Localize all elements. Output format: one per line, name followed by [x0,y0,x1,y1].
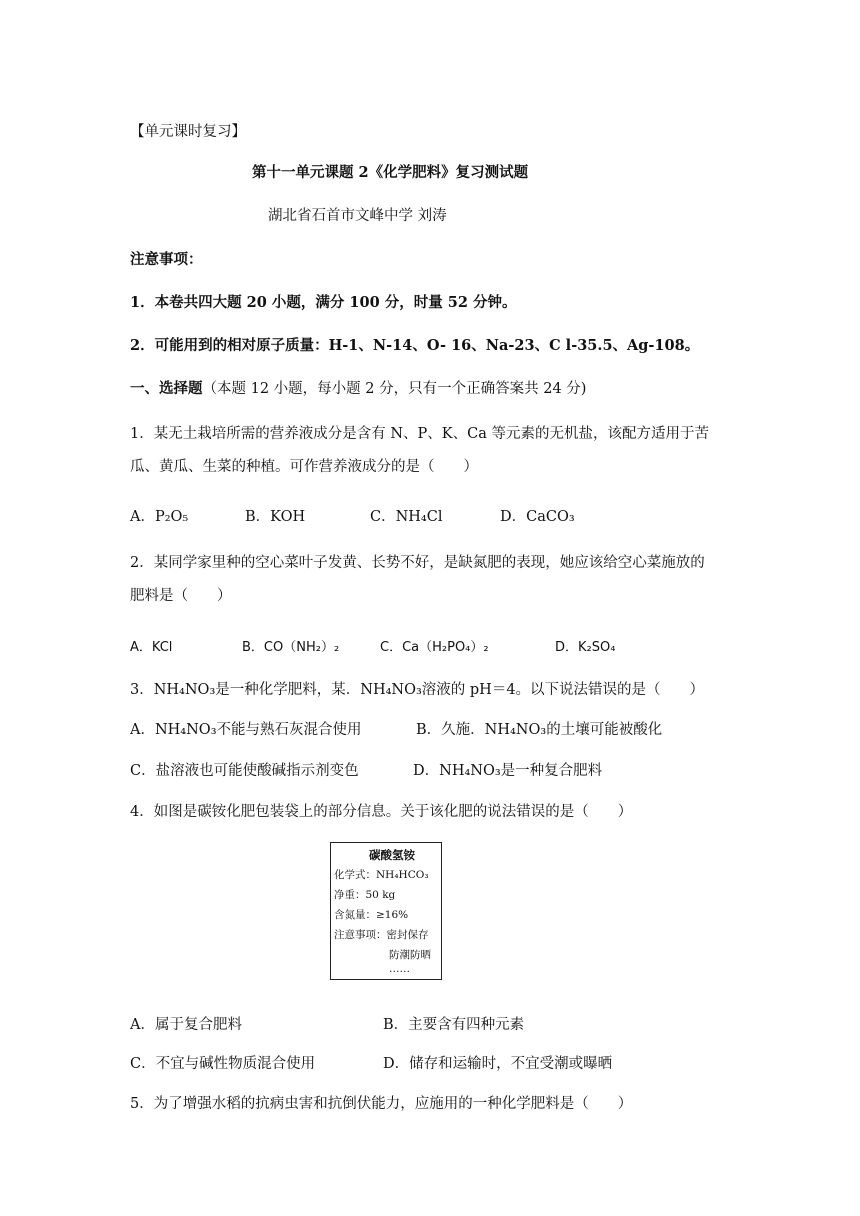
q3-option-a: A．NH₄NO₃不能与熟石灰混合使用 [130,722,362,738]
q2-option-d: D．K₂SO₄ [555,640,616,655]
notes-heading: 注意事项： [130,251,203,268]
q4-option-d: D．储存和运输时，不宜受潮或曝晒 [383,1056,613,1072]
label-nitrogen: 含氮量：≥16% [334,909,409,921]
q2-stem-line1: 2．某同学家里种的空心菜叶子发黄、长势不好，是缺氮肥的表现，她应该给空心菜施放的 [130,555,705,571]
label-weight: 净重：50 kg [334,889,396,901]
label-formula: 化学式：NH₄HCO₃ [334,869,429,881]
q4-stem: 4．如图是碳铵化肥包装袋上的部分信息。关于该化肥的说法错误的是（ ） [130,804,633,820]
q3-option-c: C．盐溶液也可能使酸碱指示剂变色 [130,763,359,779]
label-notice2: 防潮防晒 [389,949,431,961]
q1-stem-line2: 瓜、黄瓜、生菜的种植。可作营养液成分的是（ ） [130,459,478,475]
q1-option-c: C．NH₄Cl [370,509,443,525]
q2-option-a: A．KCl [130,640,173,655]
author-line: 湖北省石首市文峰中学 刘涛 [268,208,447,224]
label-notice: 注意事项：密封保存 [334,929,429,941]
q1-option-b: B．KOH [245,509,306,525]
q3-option-d: D．NH₄NO₃是一种复合肥料 [413,763,603,779]
notes-item-2: 2．可能用到的相对原子质量：H-1、N-14、O- 16、Na-23、C l-35.5、Ag-108。 [130,337,700,354]
fertilizer-label-image [330,842,442,980]
page-title: 第十一单元课题 2《化学肥料》复习测试题 [252,164,529,181]
q1-option-d: D．CaCO₃ [500,509,575,525]
section-title: 一、选择题 [130,380,203,397]
q3-stem: 3．NH₄NO₃是一种化学肥料，某．NH₄NO₃溶液的 pH＝4。以下说法错误的是（ ） [130,682,705,698]
q4-option-a: A．属于复合肥料 [130,1017,242,1033]
section-heading [130,377,586,398]
q2-option-b: B．CO（NH₂）₂ [242,640,340,655]
header-tag: 【单元课时复习】 [130,124,246,140]
q5-stem: 5．为了增强水稻的抗病虫害和抗倒伏能力，应施用的一种化学肥料是（ ） [130,1096,633,1112]
label-title: 碳酸氢铵 [369,848,415,862]
section-desc: （本题 12 小题，每小题 2 分，只有一个正确答案共 24 分) [202,381,587,397]
q1-option-a: A．P₂O₅ [130,509,189,525]
q3-option-b: B．久施．NH₄NO₃的土壤可能被酸化 [416,722,663,738]
q2-stem-line2: 肥料是（ ） [130,588,232,604]
q2-option-c: C．Ca（H₂PO₄）₂ [380,640,489,655]
q4-option-b: B．主要含有四种元素 [383,1017,525,1033]
q1-stem-line1: 1．某无土栽培所需的营养液成分是含有 N、P、K、Ca 等元素的无机盐，该配方适用于苦 [130,426,709,442]
label-ellipsis: …… [389,963,410,975]
q4-option-c: C．不宜与碱性物质混合使用 [130,1056,316,1072]
notes-item-1: 1．本卷共四大题 20 小题，满分 100 分，时量 52 分钟。 [130,294,517,311]
